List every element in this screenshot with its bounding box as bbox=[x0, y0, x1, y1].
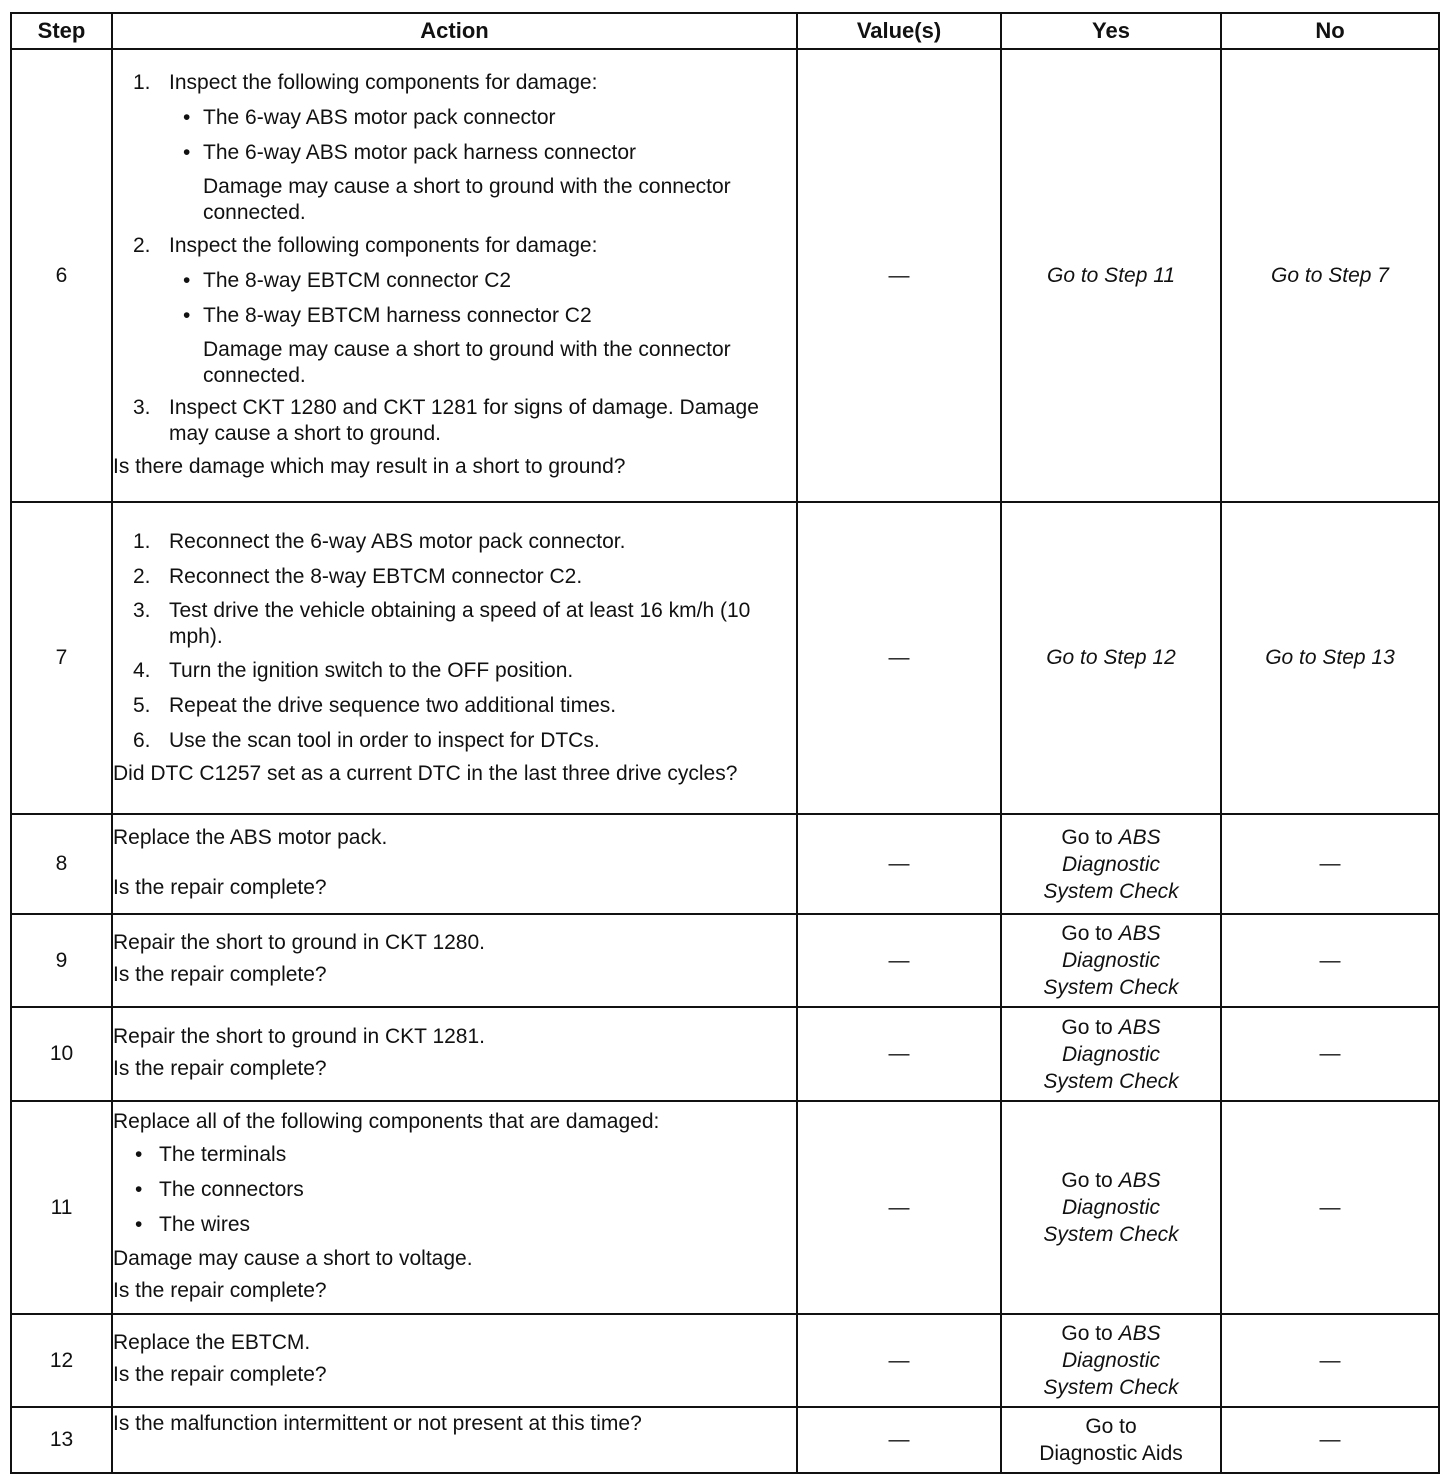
list-item: • The terminals bbox=[135, 1142, 287, 1166]
step-number: 8 bbox=[11, 814, 112, 914]
step-number: 11 bbox=[11, 1101, 112, 1314]
question-text: Is the repair complete? bbox=[113, 1056, 327, 1080]
list-item: 1. Inspect the following components for damage: bbox=[133, 71, 598, 94]
list-item: • The wires bbox=[135, 1212, 251, 1236]
question-text: Is there damage which may result in a short to ground? bbox=[113, 455, 626, 478]
action-cell bbox=[112, 1101, 797, 1314]
action-cell bbox=[112, 814, 797, 914]
note-text: Damage may cause a short to voltage. bbox=[113, 1246, 473, 1270]
no-cell: Go to Step 13 bbox=[1221, 502, 1439, 814]
value-cell: — bbox=[797, 914, 1001, 1007]
no-cell: — bbox=[1221, 1007, 1439, 1101]
value-cell: — bbox=[797, 1101, 1001, 1314]
list-item: • The connectors bbox=[135, 1177, 304, 1201]
action-text: Repair the short to ground in CKT 1281. bbox=[113, 1024, 486, 1048]
action-cell bbox=[112, 1007, 797, 1101]
list-item: 1. Reconnect the 6-way ABS motor pack connector. bbox=[133, 530, 626, 553]
question-text: Is the malfunction intermittent or not present at this time? bbox=[113, 1412, 642, 1435]
header-step: Step bbox=[11, 13, 112, 49]
list-item: • The 6-way ABS motor pack harness connector bbox=[183, 141, 637, 164]
yes-cell: Go to Step 11 bbox=[1001, 49, 1221, 502]
table-row bbox=[11, 1101, 1439, 1314]
diagnostic-table bbox=[10, 12, 1440, 1474]
question-text: Did DTC C1257 set as a current DTC in the last three drive cycles? bbox=[113, 762, 738, 785]
step-number: 7 bbox=[11, 502, 112, 814]
table-row bbox=[11, 814, 1439, 914]
yes-cell: Go to Step 12 bbox=[1001, 502, 1221, 814]
action-cell bbox=[112, 502, 797, 814]
value-cell: — bbox=[797, 1007, 1001, 1101]
note-text: Damage may cause a short to ground with the connector connected. bbox=[203, 338, 731, 387]
table-row bbox=[11, 1007, 1439, 1101]
value-cell: — bbox=[797, 1407, 1001, 1473]
action-text: Replace the ABS motor pack. bbox=[113, 825, 388, 849]
value-cell: — bbox=[797, 814, 1001, 914]
header-yes: Yes bbox=[1001, 13, 1221, 49]
header-action: Action bbox=[112, 13, 797, 49]
action-cell bbox=[112, 1314, 797, 1407]
yes-cell: Go to ABS Diagnostic System Check bbox=[1001, 1007, 1221, 1101]
table-row bbox=[11, 914, 1439, 1007]
list-item: • The 8-way EBTCM harness connector C2 bbox=[183, 304, 592, 327]
list-item: 3. Inspect CKT 1280 and CKT 1281 for signs of damage. Damage may cause a short to ground. bbox=[133, 396, 759, 445]
list-item: 2. Inspect the following components for damage: bbox=[133, 234, 598, 257]
step-number: 6 bbox=[11, 49, 112, 502]
list-item: 4. Turn the ignition switch to the OFF position. bbox=[133, 659, 574, 682]
list-item: • The 8-way EBTCM connector C2 bbox=[183, 269, 512, 292]
list-item: 5. Repeat the drive sequence two additional times. bbox=[133, 694, 617, 717]
header-values: Value(s) bbox=[797, 13, 1001, 49]
action-text: Repair the short to ground in CKT 1280. bbox=[113, 931, 486, 954]
no-cell: — bbox=[1221, 1314, 1439, 1407]
action-cell bbox=[112, 49, 797, 502]
action-cell bbox=[112, 1407, 797, 1473]
no-cell: — bbox=[1221, 1407, 1439, 1473]
action-text: Replace the EBTCM. bbox=[113, 1331, 311, 1354]
question-text: Is the repair complete? bbox=[113, 963, 327, 986]
no-cell: — bbox=[1221, 914, 1439, 1007]
action-text: Replace all of the following components that are damaged: bbox=[113, 1109, 660, 1133]
question-text: Is the repair complete? bbox=[113, 1363, 327, 1386]
value-cell: — bbox=[797, 1314, 1001, 1407]
yes-cell: Go to ABS Diagnostic System Check bbox=[1001, 1314, 1221, 1407]
no-cell: Go to Step 7 bbox=[1221, 49, 1439, 502]
yes-cell: Go to ABS Diagnostic System Check bbox=[1001, 814, 1221, 914]
table-row bbox=[11, 49, 1439, 502]
header-row bbox=[11, 13, 1439, 49]
table-row bbox=[11, 502, 1439, 814]
list-item: 2. Reconnect the 8-way EBTCM connector C2. bbox=[133, 565, 583, 588]
value-cell: — bbox=[797, 49, 1001, 502]
yes-cell: Go to Diagnostic Aids bbox=[1001, 1407, 1221, 1473]
note-text: Damage may cause a short to ground with the connector connected. bbox=[203, 175, 731, 224]
table-row bbox=[11, 1314, 1439, 1407]
step-number: 9 bbox=[11, 914, 112, 1007]
header-no: No bbox=[1221, 13, 1439, 49]
step-number: 13 bbox=[11, 1407, 112, 1473]
no-cell: — bbox=[1221, 814, 1439, 914]
yes-cell: Go to ABS Diagnostic System Check bbox=[1001, 1101, 1221, 1314]
table-row bbox=[11, 1407, 1439, 1473]
question-text: Is the repair complete? bbox=[113, 875, 327, 899]
value-cell: — bbox=[797, 502, 1001, 814]
list-item: 3. Test drive the vehicle obtaining a speed of at least 16 km/h (10 mph). bbox=[133, 599, 751, 648]
yes-cell: Go to ABS Diagnostic System Check bbox=[1001, 914, 1221, 1007]
step-number: 12 bbox=[11, 1314, 112, 1407]
action-cell bbox=[112, 914, 797, 1007]
list-item: • The 6-way ABS motor pack connector bbox=[183, 106, 556, 129]
no-cell: — bbox=[1221, 1101, 1439, 1314]
step-number: 10 bbox=[11, 1007, 112, 1101]
list-item: 6. Use the scan tool in order to inspect for DTCs. bbox=[133, 729, 600, 752]
question-text: Is the repair complete? bbox=[113, 1278, 327, 1302]
